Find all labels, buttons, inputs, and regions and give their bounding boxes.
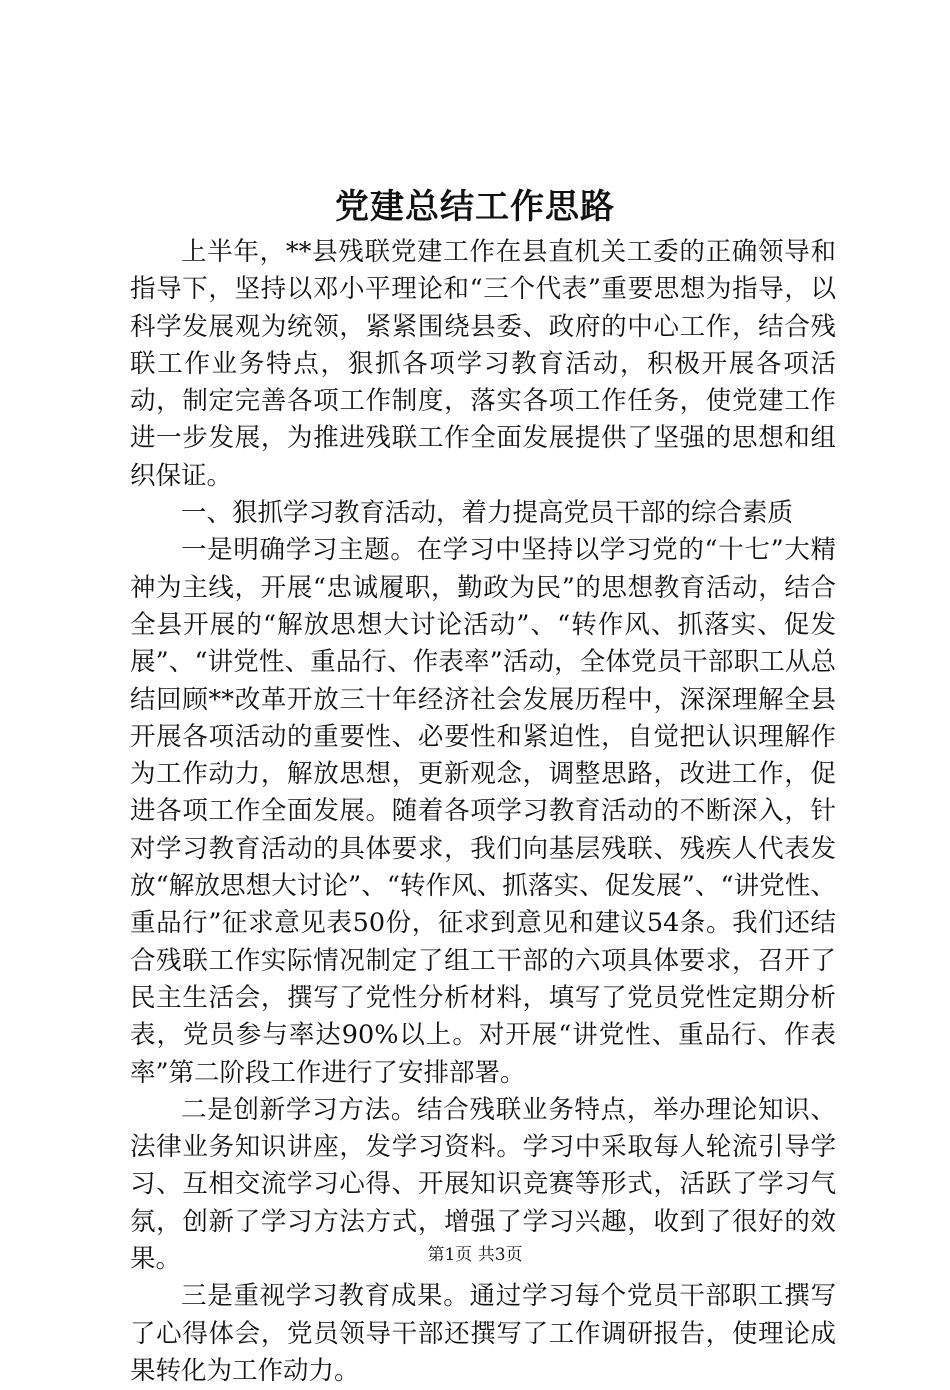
document-body <box>130 234 836 1390</box>
paragraph-2: 二是创新学习方法。结合残联业务特点，举办理论知识、法律业务知识讲座，发学习资料。学习中采取每人轮流引导学习、互相交流学习心得、开展知识竞赛等形式，活跃了学习气氛，创新了学习方法方式，增强了学习兴趣，收到了很好的效果。 <box>130 1094 836 1275</box>
page-footer: 第1页 共3页 <box>427 1245 523 1265</box>
section-heading-1: 一、狠抓学习教育活动，着力提高党员干部的综合素质 <box>181 498 794 529</box>
page-title: 党建总结工作思路 <box>335 187 615 227</box>
paragraph-1: 一是明确学习主题。在学习中坚持以学习党的“十七”大精神为主线，开展“忠诚履职，勤政为民”的思想教育活动，结合全县开展的“解放思想大讨论活动”、“转作风、抓落实、促发展”、“讲党性、重品行、作表率”活动，全体党员干部职工从总结回顾**改革开放三十年经济社会发展历程中，深深理解全县开展各项活动的重要性、必要性和紧迫性，自觉把认识理解作为工作动力，解放思想，更新观念，调整思路，改进工作，促进各项工作全面发展。随着各项学习教育活动的不断深入，针对学习教育活动的具体要求，我们向基层残联、残疾人代表发放“解放思想大讨论”、“转作风、抓落实、促发展”、“讲党性、重品行”征求意见表50份，征求到意见和建议54条。我们还结合残联工作实际情况制定了组工干部的六项具体要求，召开了民主生活会，撰写了党性分析材料，填写了党员党性定期分析表，党员参与率达90%以上。对开展“讲党性、重品行、作表率”第二阶段工作进行了安排部署。 <box>130 535 836 1088</box>
paragraph-3: 三是重视学习教育成果。通过学习每个党员干部职工撰写了心得体会，党员领导干部还撰写了工作调研报告，使理论成果转化为工作动力。 <box>130 1281 836 1386</box>
paragraph-intro: 上半年，**县残联党建工作在县直机关工委的正确领导和指导下，坚持以邓小平理论和“三个代表”重要思想为指导，以科学发展观为统领，紧紧围绕县委、政府的中心工作，结合残联工作业务特点，狠抓各项学习教育活动，积极开展各项活动，制定完善各项工作制度，落实各项工作任务，使党建工作进一步发展，为推进残联工作全面发展提供了坚强的思想和组织保证。 <box>130 237 836 491</box>
